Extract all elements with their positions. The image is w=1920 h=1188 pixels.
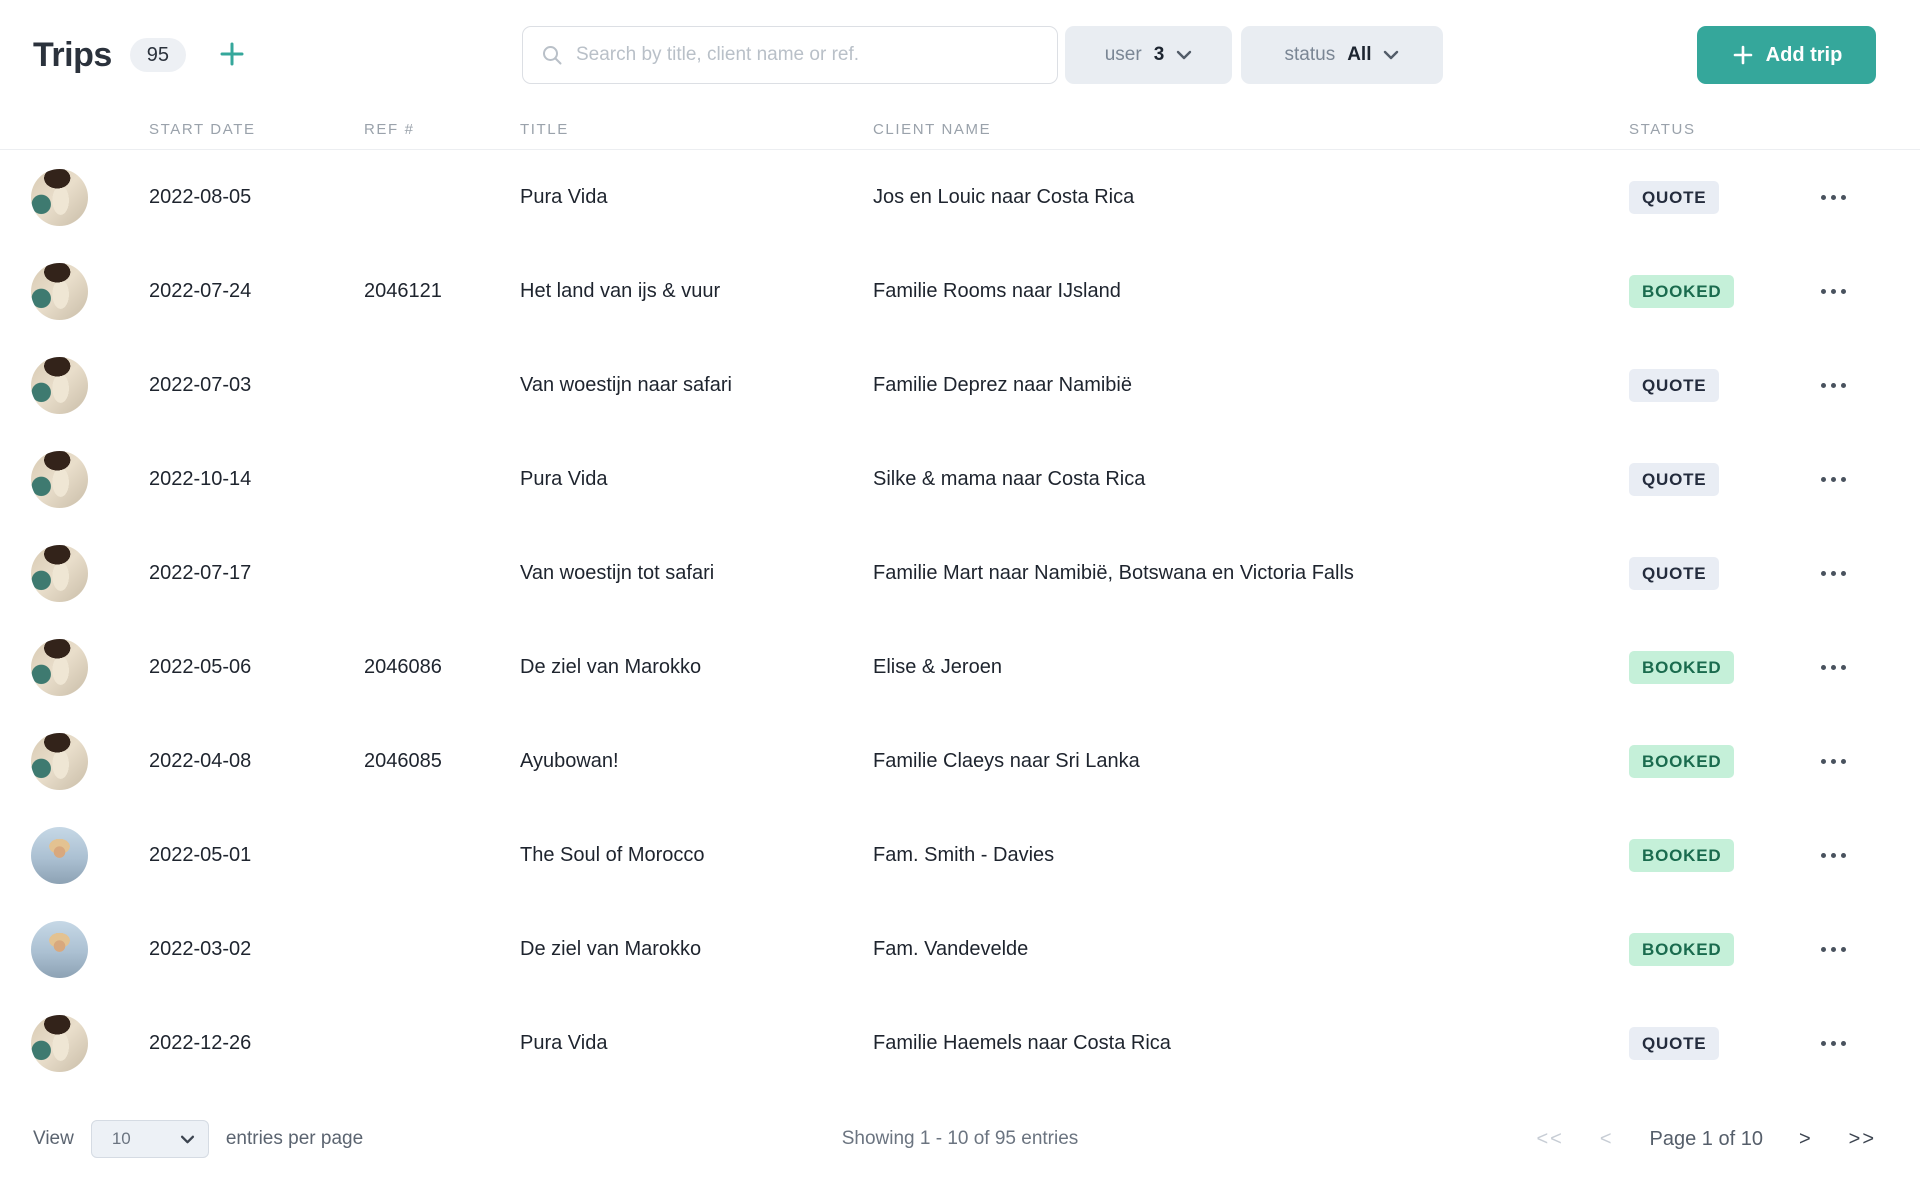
plus-icon	[216, 38, 248, 73]
chevron-down-icon	[1383, 50, 1399, 60]
row-actions-button[interactable]	[1815, 655, 1852, 680]
actions-cell	[1790, 373, 1876, 398]
start-date-cell: 2022-05-06	[149, 655, 252, 678]
title-cell: Van woestijn naar safari	[520, 373, 732, 396]
actions-cell	[1790, 749, 1876, 774]
start-date-cell: 2022-07-24	[149, 279, 252, 302]
ref-cell: 2046086	[364, 655, 442, 678]
showing-entries-text: Showing 1 - 10 of 95 entries	[841, 1128, 1079, 1149]
user-filter-label: user	[1104, 44, 1142, 65]
client-name-cell: Fam. Smith - Davies	[873, 843, 1055, 866]
actions-cell	[1790, 185, 1876, 210]
status-badge: BOOKED	[1629, 745, 1734, 778]
title-cell: Van woestijn tot safari	[520, 561, 715, 584]
start-date-cell: 2022-10-14	[149, 467, 252, 490]
table-header	[0, 110, 1920, 150]
table-row[interactable]	[0, 338, 1920, 432]
avatar	[31, 639, 88, 696]
chevron-down-icon	[180, 1135, 195, 1144]
title-cell: Het land van ijs & vuur	[520, 279, 721, 302]
client-name-cell: Silke & mama naar Costa Rica	[873, 467, 1146, 490]
table-footer	[0, 1090, 1920, 1188]
avatar	[31, 357, 88, 414]
ref-cell: 2046121	[364, 279, 442, 302]
start-date-cell: 2022-05-01	[149, 843, 252, 866]
avatar	[31, 451, 88, 508]
actions-cell	[1790, 561, 1876, 586]
avatar	[31, 169, 88, 226]
row-actions-button[interactable]	[1815, 561, 1852, 586]
avatar	[31, 263, 88, 320]
table-row[interactable]	[0, 526, 1920, 620]
avatar-cell	[31, 921, 149, 978]
page-title: Trips	[33, 35, 112, 74]
status-badge: QUOTE	[1629, 369, 1719, 402]
user-filter-value: 3	[1153, 44, 1165, 65]
row-actions-button[interactable]	[1815, 373, 1852, 398]
search-input[interactable]	[576, 44, 1039, 66]
client-name-cell: Jos en Louic naar Costa Rica	[873, 185, 1135, 208]
table-row[interactable]	[0, 996, 1920, 1090]
search-box[interactable]	[522, 26, 1058, 84]
table-row[interactable]	[0, 150, 1920, 244]
status-badge: QUOTE	[1629, 463, 1719, 496]
status-filter-dropdown[interactable]	[1241, 26, 1443, 84]
actions-cell	[1790, 843, 1876, 868]
table-row[interactable]	[0, 902, 1920, 996]
column-header-client-name: CLIENT NAME	[873, 121, 992, 138]
status-cell	[1629, 1027, 1790, 1060]
row-actions-button[interactable]	[1815, 843, 1852, 868]
table-body	[0, 150, 1920, 1090]
column-header-ref: REF #	[364, 121, 415, 138]
avatar-cell	[31, 827, 149, 884]
status-cell	[1629, 745, 1790, 778]
title-cell: The Soul of Morocco	[520, 843, 705, 866]
table-row[interactable]	[0, 620, 1920, 714]
actions-cell	[1790, 279, 1876, 304]
client-name-cell: Familie Rooms naar IJsland	[873, 279, 1121, 302]
status-filter-value: All	[1347, 44, 1372, 65]
title-cell: Pura Vida	[520, 467, 608, 490]
ref-cell: 2046085	[364, 749, 442, 772]
start-date-cell: 2022-04-08	[149, 749, 252, 772]
title-cell: Pura Vida	[520, 185, 608, 208]
status-badge: QUOTE	[1629, 1027, 1719, 1060]
row-actions-button[interactable]	[1815, 1031, 1852, 1056]
previous-page-button[interactable]: <	[1599, 1127, 1614, 1150]
status-badge: BOOKED	[1629, 651, 1734, 684]
user-filter-dropdown[interactable]	[1065, 26, 1232, 84]
table-row[interactable]	[0, 714, 1920, 808]
trips-count-badge: 95	[130, 38, 186, 72]
page-size-select[interactable]	[91, 1120, 209, 1158]
avatar	[31, 1015, 88, 1072]
avatar	[31, 921, 88, 978]
avatar-cell	[31, 545, 149, 602]
status-cell	[1629, 933, 1790, 966]
status-cell	[1629, 181, 1790, 214]
status-cell	[1629, 463, 1790, 496]
table-row[interactable]	[0, 244, 1920, 338]
avatar	[31, 827, 88, 884]
next-page-button[interactable]: >	[1798, 1127, 1813, 1150]
client-name-cell: Fam. Vandevelde	[873, 937, 1029, 960]
status-filter-label: status	[1284, 44, 1336, 65]
title-cell: Pura Vida	[520, 1031, 608, 1054]
actions-cell	[1790, 937, 1876, 962]
first-page-button[interactable]: <<	[1536, 1127, 1564, 1150]
column-header-status: STATUS	[1629, 121, 1696, 138]
avatar-cell	[31, 639, 149, 696]
add-trip-label: Add trip	[1765, 43, 1843, 66]
avatar-cell	[31, 733, 149, 790]
client-name-cell: Familie Haemels naar Costa Rica	[873, 1031, 1171, 1054]
chevron-down-icon	[1176, 50, 1192, 60]
plus-icon	[1731, 43, 1755, 67]
add-trip-button[interactable]	[1697, 26, 1876, 84]
status-badge: BOOKED	[1629, 275, 1734, 308]
start-date-cell: 2022-07-17	[149, 561, 252, 584]
avatar-cell	[31, 357, 149, 414]
status-cell	[1629, 839, 1790, 872]
title-cell: De ziel van Marokko	[520, 937, 702, 960]
topbar	[0, 0, 1920, 110]
status-badge: QUOTE	[1629, 181, 1719, 214]
status-cell	[1629, 369, 1790, 402]
status-cell	[1629, 557, 1790, 590]
client-name-cell: Familie Deprez naar Namibië	[873, 373, 1132, 396]
column-header-start-date: START DATE	[149, 121, 256, 138]
page-size-control	[33, 1090, 363, 1188]
actions-cell	[1790, 1031, 1876, 1056]
avatar	[31, 733, 88, 790]
avatar-cell	[31, 451, 149, 508]
quick-add-trip-button[interactable]	[216, 38, 248, 73]
title-cell: De ziel van Marokko	[520, 655, 702, 678]
table-row[interactable]	[0, 432, 1920, 526]
view-label: View	[33, 1128, 74, 1149]
actions-cell	[1790, 467, 1876, 492]
status-badge: BOOKED	[1629, 933, 1734, 966]
actions-cell	[1790, 655, 1876, 680]
avatar-cell	[31, 169, 149, 226]
start-date-cell: 2022-12-26	[149, 1031, 252, 1054]
title-group	[33, 26, 248, 84]
status-cell	[1629, 275, 1790, 308]
client-name-cell: Familie Mart naar Namibië, Botswana en Victoria Falls	[873, 561, 1354, 584]
status-cell	[1629, 651, 1790, 684]
row-actions-button[interactable]	[1815, 937, 1852, 962]
column-header-title: TITLE	[520, 121, 569, 138]
avatar-cell	[31, 1015, 149, 1072]
table-row[interactable]	[0, 808, 1920, 902]
row-actions-button[interactable]	[1815, 279, 1852, 304]
last-page-button[interactable]: >>	[1848, 1127, 1876, 1150]
row-actions-button[interactable]	[1815, 185, 1852, 210]
page-indicator: Page 1 of 10	[1649, 1127, 1763, 1150]
row-actions-button[interactable]	[1815, 749, 1852, 774]
avatar	[31, 545, 88, 602]
row-actions-button[interactable]	[1815, 467, 1852, 492]
page-size-value: 10	[111, 1129, 131, 1148]
title-cell: Ayubowan!	[520, 749, 619, 772]
entries-per-page-label: entries per page	[225, 1128, 364, 1149]
status-badge: QUOTE	[1629, 557, 1719, 590]
pagination	[1536, 1090, 1876, 1188]
avatar-cell	[31, 263, 149, 320]
client-name-cell: Elise & Jeroen	[873, 655, 1002, 678]
start-date-cell: 2022-08-05	[149, 185, 252, 208]
status-badge: BOOKED	[1629, 839, 1734, 872]
search-icon	[541, 44, 563, 66]
client-name-cell: Familie Claeys naar Sri Lanka	[873, 749, 1140, 772]
start-date-cell: 2022-03-02	[149, 937, 252, 960]
start-date-cell: 2022-07-03	[149, 373, 252, 396]
